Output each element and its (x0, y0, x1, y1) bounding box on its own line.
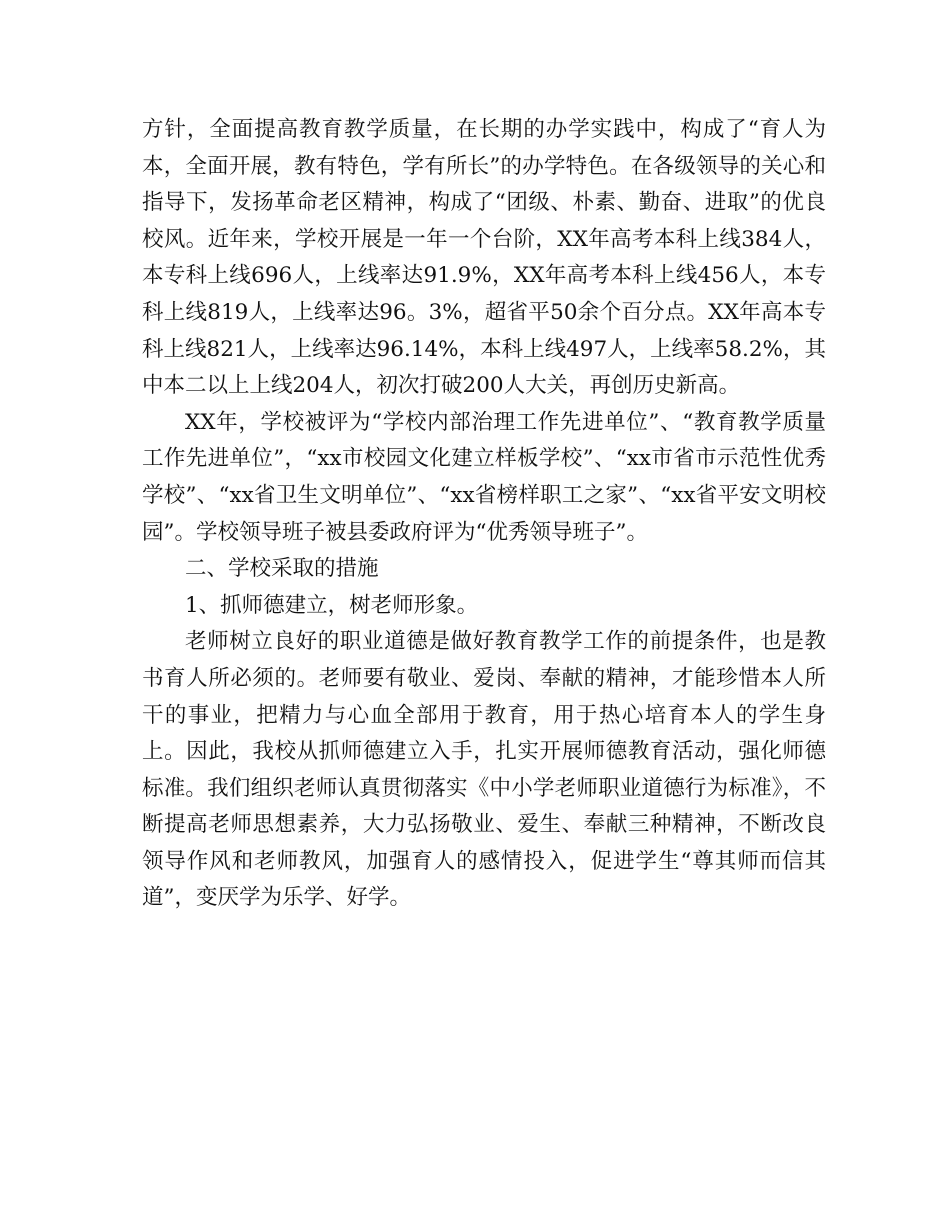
document-body (142, 112, 826, 917)
section-heading-measures: 二、学校采取的措施 (185, 556, 379, 582)
paragraph-teacher-ethics: 老师树立良好的职业道德是做好教育教学工作的前提条件，也是教书育人所必须的。老师要有敬业、爱岗、奉献的精神，才能珍惜本人所干的事业，把精力与心血全部用于教育，用于热心培育本人的学生身上。因此，我校从抓师德建立入手，扎实开展师德教育活动，强化师德标准。我们组织老师认真贯彻落实《中小学老师职业道德行为标准》，不断提高老师思想素养，大力弘扬敬业、爱生、奉献三种精神，不断改良领导作风和老师教风，加强育人的感情投入，促进学生“尊其师而信其道”，变厌学为乐学、好学。 (142, 629, 826, 911)
subsection-heading-teacher-ethics: 1、抓师德建立，树老师形象。 (185, 592, 479, 618)
paragraph-honors: XX年，学校被评为“学校内部治理工作先进单位”、“教育教学质量工作先进单位”，“xx市校园文化建立样板学校”、“xx市省市示范性优秀学校”、“xx省卫生文明单位”、“xx省榜样职工之家”、“xx省平安文明校园”。学校领导班子被县委政府评为“优秀领导班子”。 (142, 409, 826, 545)
paragraph-achievements-continued: 方针，全面提高教育教学质量，在长期的办学实践中，构成了“育人为本，全面开展，教有特色，学有所长”的办学特色。在各级领导的关心和指导下，发扬革命老区精神，构成了“团级、朴素、勤奋、进取”的优良校风。近年来，学校开展是一年一个台阶，XX年高考本科上线384人，本专科上线696人，上线率达91.9%，XX年高考本科上线456人，本专科上线819人，上线率达96。3%，超省平50余个百分点。XX年高本专科上线821人，上线率达96.14%，本科上线497人，上线率58.2%，其中本二以上上线204人，初次打破200人大关，再创历史新高。 (142, 117, 826, 399)
